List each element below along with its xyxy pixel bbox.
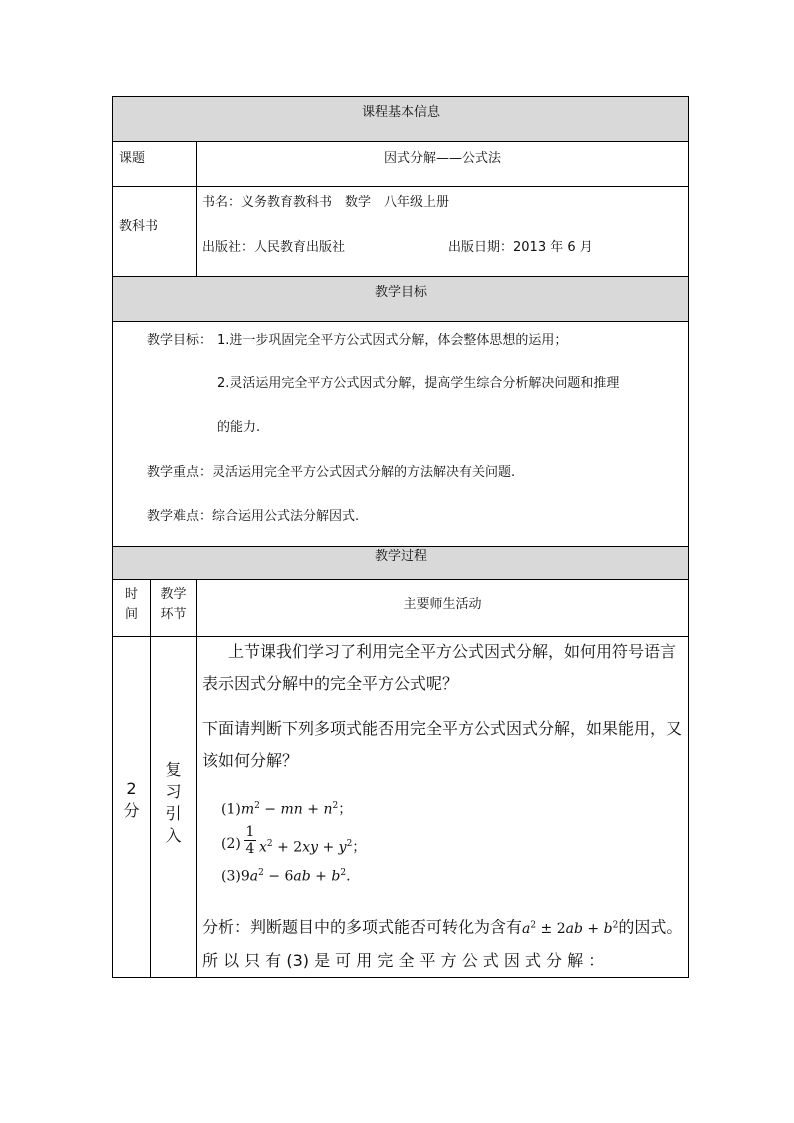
publisher: 出版社：人民教育出版社 [202,240,346,255]
difficulty: 教学难点：综合运用公式法分解因式. [147,509,360,524]
exercise-1: $(1)m^2$ − mn + $n^2$； [221,801,353,818]
section-title-process: 教学过程 [374,549,427,564]
goal-1: 1.进一步巩固完全平方公式因式分解，体会整体思想的运用； [217,333,568,348]
question-line-2: 该如何分解？ [202,751,299,770]
analysis-line: 分析：判断题目中的多项式能否可转化为含有$a^2 \pm 2ab + b^2$的因式。 [202,917,683,937]
key-point: 教学重点：灵活运用完全平方公式因式分解的方法解决有关问题. [147,465,516,480]
col-header-phase: 教学 环节 [160,587,187,622]
section-title-basic-info: 课程基本信息 [361,105,440,120]
exercise-3-number: (3) [221,868,241,885]
section-title-goals: 教学目标 [374,285,427,300]
publish-date: 出版日期：2013 年 6 月 [448,240,593,255]
goal-prefix: 教学目标： [147,333,213,348]
textbook-label: 教科书 [119,219,159,234]
goal-2: 2.灵活运用完全平方公式因式分解，提高学生综合分析解决问题和推理 [217,376,620,391]
intro-line-1: 上节课我们学习了利用完全平方公式因式分解，如何用符号语言 [228,642,677,661]
book-name: 书名：义务教育教科书 数学 八年级上册 [202,195,450,210]
row-time: 2 分 [123,779,140,820]
conclusion-line: 所 以 只 有 (3) 是 可 用 完 全 平 方 公 式 因 式 分 解 ： [202,951,605,970]
exercise-1-number: (1) [221,801,241,818]
question-line-1: 下面请判断下列多项式能否用完全平方公式因式分解，如果能用，又 [202,719,683,738]
topic-label: 课题 [119,151,146,166]
exercise-2-number: (2) [221,836,241,852]
col-header-activity: 主要师生活动 [403,597,482,612]
goal-2-continued: 的能力. [217,420,261,435]
col-header-time: 时 间 [124,587,138,622]
topic-value: 因式分解——公式法 [383,151,501,166]
fraction-one-quarter: 1 4 [245,824,255,857]
analysis-formula: $a^2 \pm 2ab + b^2$ [522,920,619,937]
exercise-3: $(3)9a^2 - 6ab + b^2$. [221,868,351,885]
intro-line-2: 表示因式分解中的完全平方公式呢？ [202,674,459,693]
row-phase: 复 习 引 入 [165,760,182,845]
